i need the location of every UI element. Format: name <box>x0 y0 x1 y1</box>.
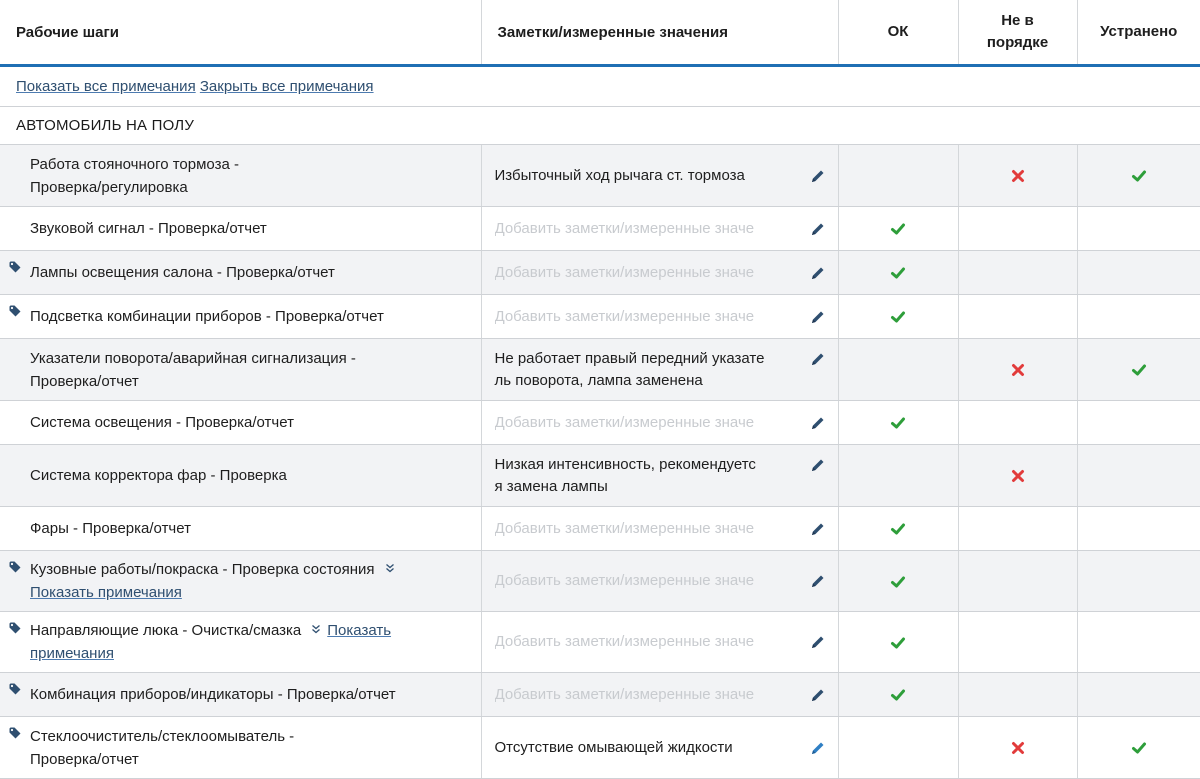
check-icon <box>1131 168 1147 184</box>
not-ok-cell[interactable] <box>958 717 1077 779</box>
check-icon <box>890 521 906 537</box>
note-cell[interactable] <box>481 612 838 673</box>
not-ok-cell[interactable] <box>958 673 1077 717</box>
pencil-icon[interactable] <box>810 168 826 184</box>
cross-icon <box>1010 740 1026 756</box>
note-text: Избыточный ход рычага ст. тормоза <box>494 166 745 184</box>
step-label: Фары - Проверка/отчет <box>30 520 191 537</box>
tag-icon <box>9 683 21 695</box>
header-notes: Заметки/измеренные значения <box>481 0 838 66</box>
fixed-cell[interactable] <box>1077 401 1200 445</box>
step-label: Лампы освещения салона - Проверка/отчет <box>30 264 335 281</box>
section-title: АВТОМОБИЛЬ НА ПОЛУ <box>0 107 1200 145</box>
note-text: ль поворота, лампа заменена <box>494 371 703 389</box>
not-ok-cell[interactable] <box>958 401 1077 445</box>
table-row <box>0 401 1200 445</box>
table-row <box>0 251 1200 295</box>
step-cell <box>0 612 481 673</box>
pencil-icon[interactable] <box>810 351 826 367</box>
note-text: Не работает правый передний указате <box>494 349 765 367</box>
step-label: Стеклоочиститель/стеклоомыватель - <box>30 727 295 745</box>
ok-cell[interactable] <box>838 612 958 673</box>
fixed-cell[interactable] <box>1077 145 1200 207</box>
table-row <box>0 207 1200 251</box>
ok-cell[interactable] <box>838 145 958 207</box>
not-ok-cell[interactable] <box>958 295 1077 339</box>
note-cell[interactable] <box>481 445 838 507</box>
table-row <box>0 145 1200 207</box>
pencil-icon[interactable] <box>810 265 826 281</box>
step-label: Комбинация приборов/индикаторы - Проверка/отчет <box>30 686 396 703</box>
header-fixed: Устранено <box>1077 0 1200 66</box>
cross-icon <box>1010 468 1026 484</box>
tag-icon <box>9 727 21 739</box>
note-cell[interactable] <box>481 507 838 551</box>
note-text: Отсутствие омывающей жидкости <box>494 738 733 756</box>
note-cell[interactable] <box>481 401 838 445</box>
table-row <box>0 339 1200 401</box>
step-cell <box>0 295 481 339</box>
pencil-icon[interactable] <box>810 221 826 237</box>
header-not-ok <box>958 0 1077 66</box>
table-row <box>0 673 1200 717</box>
not-ok-cell[interactable] <box>958 207 1077 251</box>
table-row <box>0 295 1200 339</box>
step-cell <box>0 551 481 612</box>
note-cell[interactable] <box>481 295 838 339</box>
step-cell <box>0 717 481 779</box>
not-ok-cell[interactable] <box>958 551 1077 612</box>
step-label: Кузовные работы/покраска - Проверка состояния <box>30 561 375 578</box>
header-not-ok-line2: порядке <box>986 34 1049 51</box>
ok-cell[interactable] <box>838 339 958 401</box>
fixed-cell[interactable] <box>1077 507 1200 551</box>
pencil-icon[interactable] <box>810 309 826 325</box>
pencil-icon[interactable] <box>810 415 826 431</box>
pencil-icon[interactable] <box>810 521 826 537</box>
note-cell[interactable] <box>481 673 838 717</box>
step-label: Указатели поворота/аварийная сигнализация - <box>30 349 356 367</box>
fixed-cell[interactable] <box>1077 207 1200 251</box>
table-row <box>0 445 1200 507</box>
check-icon <box>890 415 906 431</box>
step-label: Звуковой сигнал - Проверка/отчет <box>30 220 267 237</box>
note-cell[interactable] <box>481 207 838 251</box>
check-icon <box>890 221 906 237</box>
ok-cell[interactable] <box>838 673 958 717</box>
step-label: Система освещения - Проверка/отчет <box>30 414 294 431</box>
step-cell <box>0 145 481 207</box>
note-placeholder: Добавить заметки/измеренные значе <box>494 572 755 589</box>
ok-cell[interactable] <box>838 401 958 445</box>
cross-icon <box>1010 362 1026 378</box>
section-header <box>0 107 1200 145</box>
tag-icon <box>9 305 21 317</box>
check-icon <box>890 574 906 590</box>
show-all-notes-link[interactable]: Показать все примечания <box>16 78 196 95</box>
note-text: я замена лампы <box>494 477 608 495</box>
step-cell <box>0 251 481 295</box>
step-cell <box>0 207 481 251</box>
step-cell <box>0 507 481 551</box>
tag-icon <box>9 622 21 634</box>
step-cell <box>0 339 481 401</box>
check-icon <box>890 635 906 651</box>
chevron-double-down-icon[interactable] <box>385 563 395 573</box>
step-label: Работа стояночного тормоза - <box>30 155 239 173</box>
header-steps: Рабочие шаги <box>0 0 481 66</box>
table-header <box>0 0 1200 66</box>
note-placeholder: Добавить заметки/измеренные значе <box>494 307 755 325</box>
pencil-icon[interactable] <box>810 457 826 473</box>
step-cell <box>0 445 481 507</box>
header-ok: ОК <box>838 0 958 66</box>
check-icon <box>1131 362 1147 378</box>
note-placeholder: Добавить заметки/измеренные значе <box>494 519 755 537</box>
cross-icon <box>1010 168 1026 184</box>
not-ok-cell[interactable] <box>958 145 1077 207</box>
ok-cell[interactable] <box>838 445 958 507</box>
step-label: Направляющие люка - Очистка/смазка <box>30 622 302 639</box>
show-notes-link[interactable]: Показать <box>327 622 392 639</box>
table-row <box>0 551 1200 612</box>
step-label: Подсветка комбинации приборов - Проверка/отчет <box>30 308 384 325</box>
note-cell[interactable] <box>481 717 838 779</box>
show-notes-link[interactable]: Показать примечания <box>30 584 182 601</box>
pencil-icon[interactable] <box>810 740 826 756</box>
notes-links-cell <box>0 66 1200 107</box>
ok-cell[interactable] <box>838 207 958 251</box>
tag-icon <box>9 561 21 573</box>
ok-cell[interactable] <box>838 295 958 339</box>
ok-cell[interactable] <box>838 551 958 612</box>
note-placeholder: Добавить заметки/измеренные значе <box>494 413 755 431</box>
notes-links-row <box>0 66 1200 107</box>
step-label: Проверка/отчет <box>30 372 139 390</box>
ok-cell[interactable] <box>838 507 958 551</box>
fixed-cell[interactable] <box>1077 673 1200 717</box>
ok-cell[interactable] <box>838 251 958 295</box>
check-icon <box>890 265 906 281</box>
note-placeholder: Добавить заметки/измеренные значе <box>494 219 755 237</box>
not-ok-cell[interactable] <box>958 339 1077 401</box>
fixed-cell[interactable] <box>1077 445 1200 507</box>
not-ok-cell[interactable] <box>958 612 1077 673</box>
pencil-icon[interactable] <box>810 634 826 650</box>
note-cell[interactable] <box>481 339 838 401</box>
check-icon <box>890 687 906 703</box>
fixed-cell[interactable] <box>1077 295 1200 339</box>
note-placeholder: Добавить заметки/измеренные значе <box>494 263 755 281</box>
show-notes-link-cont[interactable]: примечания <box>30 645 114 662</box>
fixed-cell[interactable] <box>1077 251 1200 295</box>
not-ok-cell[interactable] <box>958 445 1077 507</box>
step-cell <box>0 401 481 445</box>
note-cell[interactable] <box>481 145 838 207</box>
header-not-ok-line1: Не в <box>1001 12 1034 29</box>
step-label: Проверка/отчет <box>30 750 139 768</box>
step-cell <box>0 673 481 717</box>
chevron-double-down-icon[interactable] <box>311 624 321 634</box>
fixed-cell[interactable] <box>1077 339 1200 401</box>
table-row <box>0 507 1200 551</box>
fixed-cell[interactable] <box>1077 612 1200 673</box>
note-cell[interactable] <box>481 251 838 295</box>
fixed-cell[interactable] <box>1077 551 1200 612</box>
pencil-icon[interactable] <box>810 573 826 589</box>
table-row <box>0 717 1200 779</box>
step-label: Проверка/регулировка <box>30 178 188 196</box>
tag-icon <box>9 261 21 273</box>
fixed-cell[interactable] <box>1077 717 1200 779</box>
not-ok-cell[interactable] <box>958 507 1077 551</box>
note-placeholder: Добавить заметки/измеренные значе <box>494 685 755 703</box>
step-label: Система корректора фар - Проверка <box>30 467 287 484</box>
ok-cell[interactable] <box>838 717 958 779</box>
table-row <box>0 612 1200 673</box>
close-all-notes-link[interactable]: Закрыть все примечания <box>199 78 374 95</box>
not-ok-cell[interactable] <box>958 251 1077 295</box>
check-icon <box>890 309 906 325</box>
note-text: Низкая интенсивность, рекомендуетс <box>494 455 756 473</box>
note-placeholder: Добавить заметки/измеренные значе <box>494 633 755 650</box>
pencil-icon[interactable] <box>810 687 826 703</box>
check-icon <box>1131 740 1147 756</box>
note-cell[interactable] <box>481 551 838 612</box>
